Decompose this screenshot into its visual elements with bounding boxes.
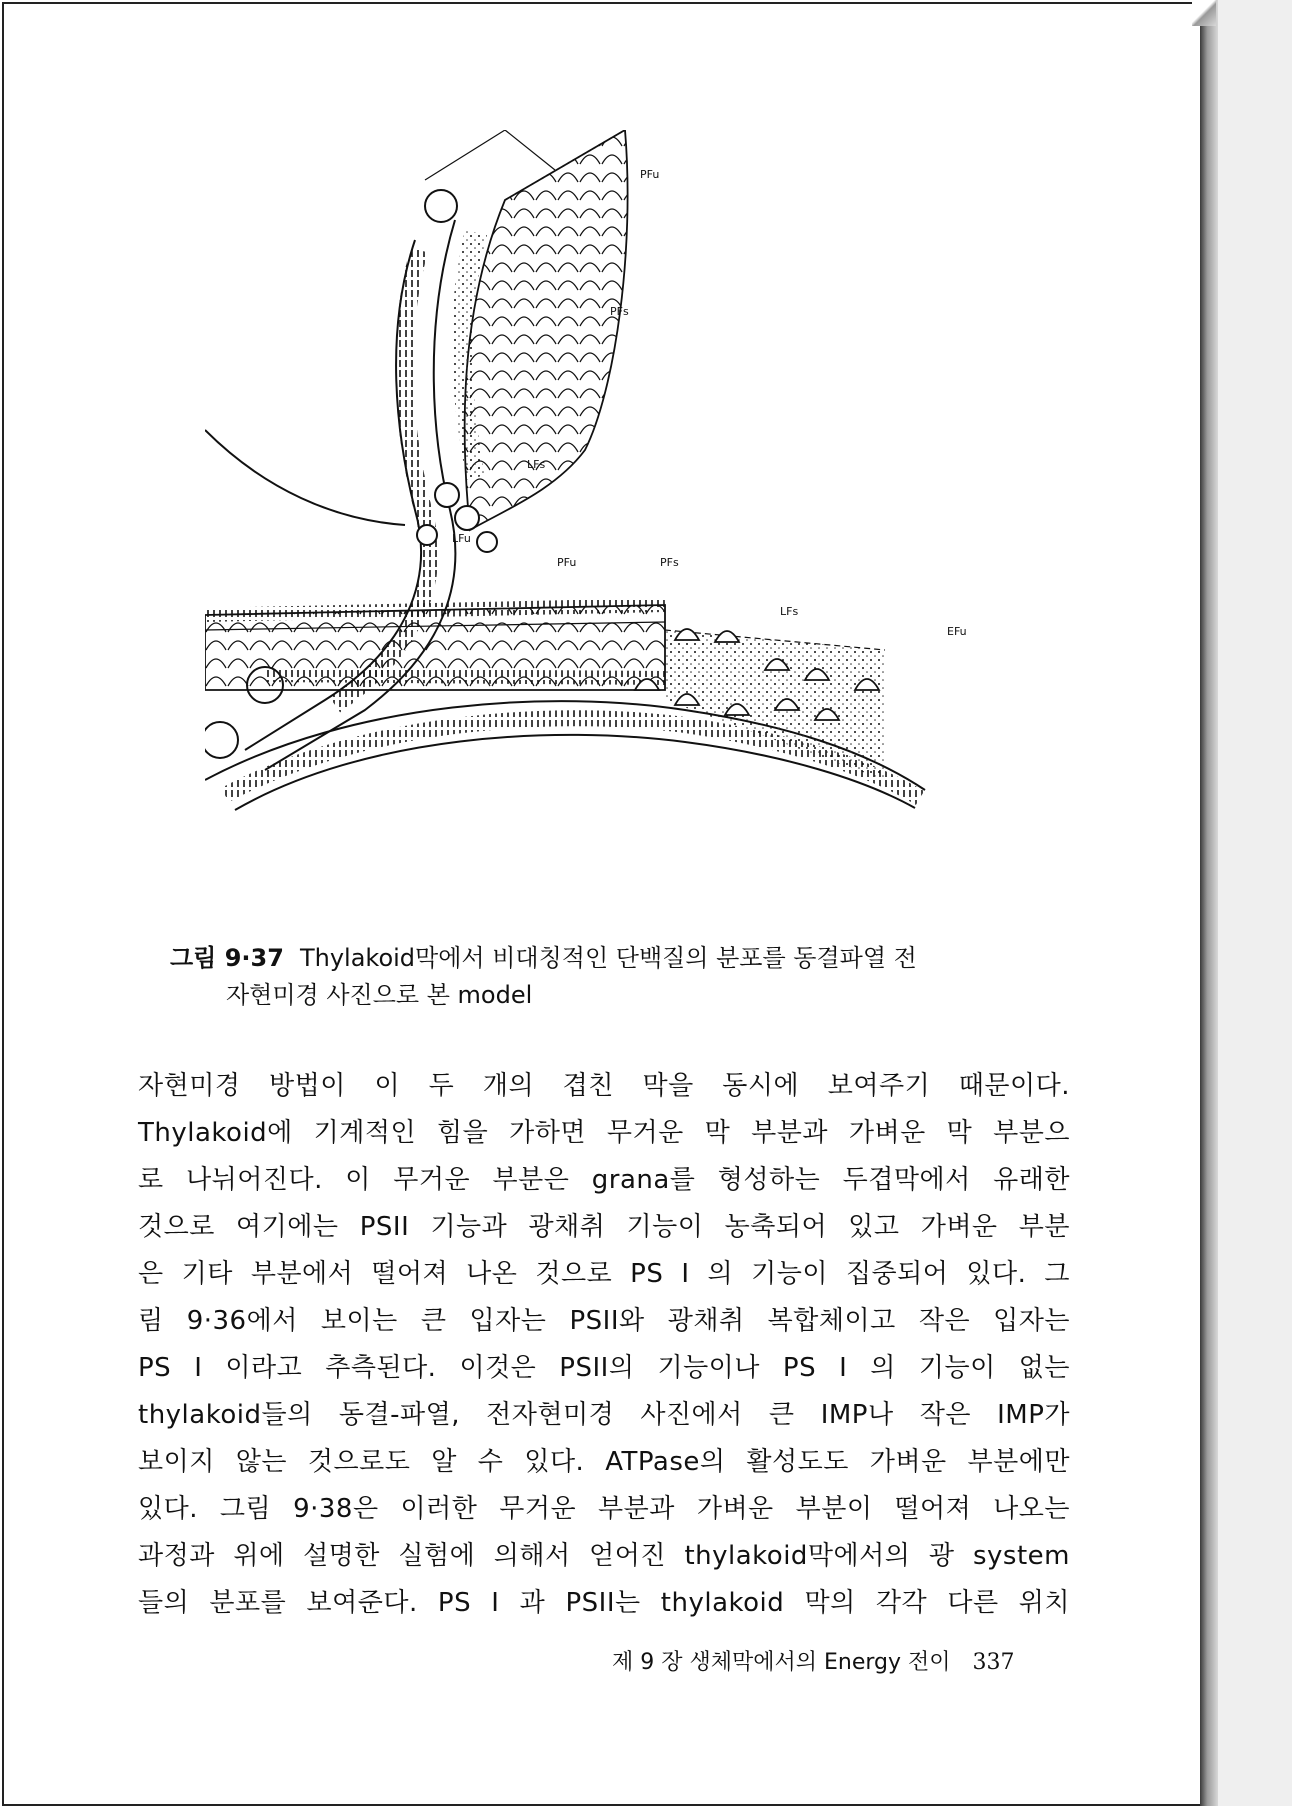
label-pfs-bottom: PFs [660,556,679,569]
page-margin-gray [1218,0,1292,1806]
label-pfu-top: PFu [640,168,660,181]
body-line: 은 기타 부분에서 떨어져 나온 것으로 PS I 의 기능이 집중되어 있다. 그 [138,1259,1070,1289]
label-lfs: LFs [527,458,546,471]
body-line: 림 9·36에서 보이는 큰 입자는 PSII와 광채취 복합체이고 작은 입자는 [138,1306,1070,1336]
body-line: PS I 이라고 추측된다. 이것은 PSII의 기능이나 PS I 의 기능이 없는 [138,1353,1070,1383]
figure-illustration [205,130,995,920]
label-pfs-mid: PFs [610,305,629,318]
body-line: 있다. 그림 9·38은 이러한 무거운 부분과 가벼운 부분이 떨어져 나오는 [138,1494,1070,1524]
thylakoid-membrane-figure [205,130,995,920]
running-chapter-title: 제 9 장 생체막에서의 Energy 전이 [612,1650,951,1675]
page-number: 337 [972,1650,1015,1675]
body-line: 들의 분포를 보여준다. PS I 과 PSII는 thylakoid 막의 각각 다른 위치 [138,1588,1070,1618]
body-line: 로 나뉘어진다. 이 무거운 부분은 grana를 형성하는 두겹막에서 유래한 [138,1165,1070,1195]
page-corner-fold [1192,0,1216,26]
body-paragraph [138,1063,1070,1627]
label-lfs-bottom: LFs [780,605,799,618]
caption-line-1: Thylakoid막에서 비대칭적인 단백질의 분포를 동결파열 전 [299,944,917,972]
body-line: 자현미경 방법이 이 두 개의 겹친 막을 동시에 보여주기 때문이다. [138,1071,1070,1101]
label-pfu-bottom: PFu [557,556,577,569]
label-efu: EFu [947,625,967,638]
body-line: 보이지 않는 것으로도 알 수 있다. ATPase의 활성도도 가벼운 부분에만 [138,1447,1070,1477]
caption-line-2: 자현미경 사진으로 본 model [226,981,533,1009]
label-lfu: LFu [452,532,471,545]
body-line: Thylakoid에 기계적인 힘을 가하면 무거운 막 부분과 가벼운 막 부분으 [138,1118,1070,1148]
page-edge [1200,0,1218,1806]
body-line: 과정과 위에 설명한 실험에 의해서 얻어진 thylakoid막에서의 광 system [138,1541,1070,1571]
figure-caption [170,940,1070,1014]
body-line: 것으로 여기에는 PSII 기능과 광채취 기능이 농축되어 있고 가벼운 부분 [138,1212,1070,1242]
figure-number: 그림 9·37 [170,944,284,972]
body-line: thylakoid들의 동결-파열, 전자현미경 사진에서 큰 IMP나 작은 IMP가 [138,1400,1070,1430]
page-footer [612,1645,1015,1676]
